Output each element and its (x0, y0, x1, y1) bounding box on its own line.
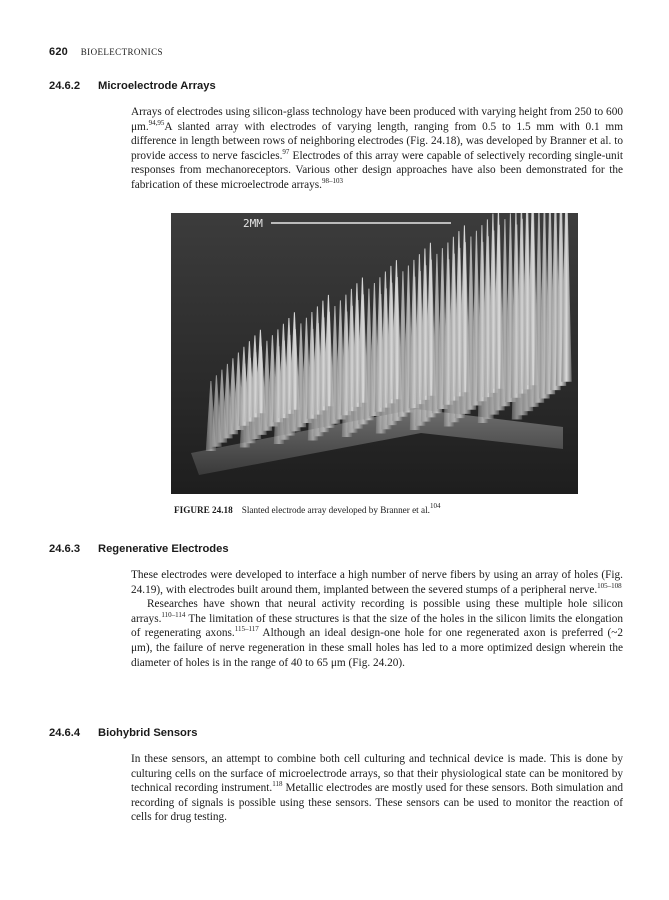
section-title: Microelectrode Arrays (98, 80, 216, 92)
citation: 97 (282, 147, 290, 156)
citation: 94,95 (148, 118, 165, 127)
citation: 115–117 (234, 625, 259, 634)
caption-text: Slanted electrode array developed by Branner et al. (241, 505, 430, 515)
paragraph: Researches have shown that neural activity recording is possible using these multiple hole silicon arrays.$^{110-114}$ The limitation of these structures is that the size of the holes in the silicon limits the elongation of regenerating axons.$^{115-117}$ Although an ideal design-one hole for one regenerated axon is preferred (~2 μm), the failure of nerve regeneration in these small holes has led to a more optimized design wherein the diameter of holes is in the range of 40 to 65 μm (Fig. 24.20). (131, 598, 623, 669)
figure-caption (174, 502, 441, 515)
running-title: BIOELECTRONICS (80, 47, 163, 57)
paragraph: These electrodes were developed to interface a high number of nerve fibers by using an array of holes (Fig. 24.19), with electrodes built around them, implanted between the severed stumps of a peripheral nerve.$^{105-108}$ (131, 569, 623, 596)
paragraph: In these sensors, an attempt to combine both cell culturing and technical device is made. This is done by culturing cells on the surface of microelectrode arrays, so that their physiological state can be monitored by technical recording instrument.$^{118}$ Metallic electrodes are mostly used for these sensors. Both simulation and recording of signals is possible using these sensors. These sensors can be used to monitor the reaction of cells for drug testing. (131, 753, 623, 824)
section-body (131, 105, 623, 193)
citation: 110–114 (161, 610, 186, 619)
citation: 104 (429, 502, 441, 510)
section-body (131, 568, 623, 670)
section-title: Biohybrid Sensors (98, 727, 198, 739)
paragraph: Arrays of electrodes using silicon-glass technology have been produced with varying height from 250 to 600 μm.$^{94,95}$A slanted array with electrodes of varying length, ranging from 0.5 to 1.5 mm with 0.1 mm difference in length between rows of neighboring electrodes (Fig. 24.18), was developed by Branner et al. to provide access to nerve fascicles.$^{97}$ Electrodes of this array were capable of selectively recording single-unit responses from mechanoreceptors. Various other design approaches have also been demonstrated for the fabrication of these microelectrode arrays.$^{98-103}$ (131, 106, 623, 191)
running-head (49, 46, 163, 58)
section-number: 24.6.4 (49, 727, 81, 739)
electrode-array-micrograph (171, 213, 578, 494)
section-heading (49, 80, 216, 92)
section-heading (49, 543, 229, 555)
page-number: 620 (49, 46, 68, 58)
scale-bar-label: 2MM (243, 217, 263, 230)
section-heading (49, 727, 197, 739)
section-title: Regenerative Electrodes (98, 543, 229, 555)
figure-label: FIGURE 24.18 (174, 505, 233, 515)
figure-image (171, 213, 578, 494)
citation: 98–103 (322, 176, 344, 185)
section-number: 24.6.3 (49, 543, 81, 555)
citation: 105–108 (597, 581, 622, 590)
section-number: 24.6.2 (49, 80, 81, 92)
citation: 118 (272, 780, 283, 789)
section-body (131, 752, 623, 825)
